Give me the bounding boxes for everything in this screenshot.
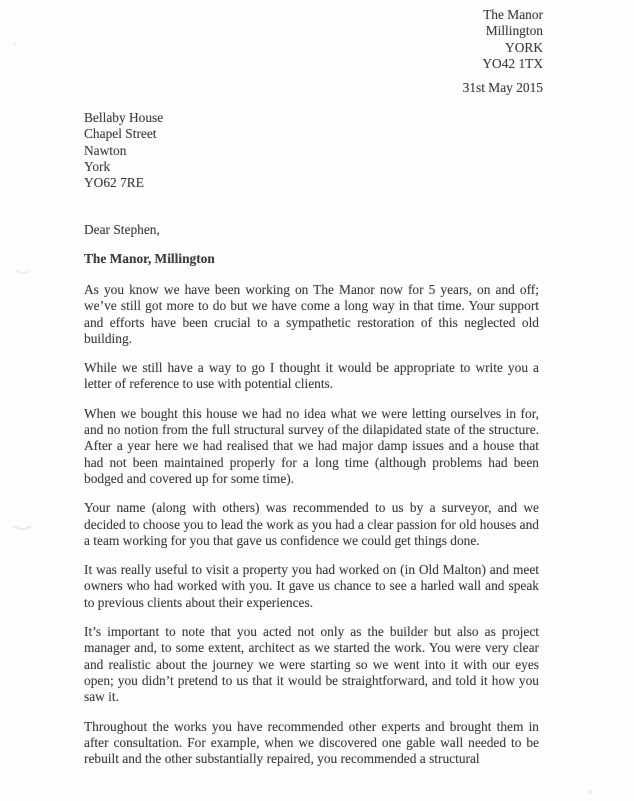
body-paragraph: While we still have a way to go I thought it would be appropriate to write you a letter of reference to use with potential clients. — [84, 360, 539, 392]
recipient-address-line: Nawton — [84, 142, 127, 158]
sender-address-line: YO42 1TX — [482, 55, 543, 71]
scan-artifact — [9, 510, 35, 530]
recipient-address-line: Bellaby House — [84, 110, 164, 125]
recipient-address-block — [84, 110, 163, 191]
scan-artifact — [14, 43, 17, 45]
body-paragraph: It’s important to note that you acted not only as the builder but also as project manager and, to some extent, architect as we started the work. You were very clear and realistic about the journey we were starting so we went into it with our eyes open; you didn’t pretend to us that it would be straightforward, and told it how you saw it. — [84, 624, 539, 705]
recipient-address-line: Chapel Street — [84, 126, 157, 142]
body-paragraph: As you know we have been working on The Manor now for 5 years, on and off; we’ve still got more to do but we have come a long way in that time. Your support and efforts have been crucial to a sympathetic restoration of this neglected old building. — [84, 282, 539, 346]
body-paragraph: Your name (along with others) was recommended to us by a surveyor, and we decided to choose you to lead the work as you had a clear passion for old houses and a team working for you that gave us confidence we could get things done. — [84, 500, 539, 548]
letter-date: 31st May 2015 — [462, 80, 543, 95]
sender-address-block — [482, 7, 543, 72]
recipient-address-line: York — [84, 158, 111, 174]
sender-address-line: YORK — [505, 39, 543, 55]
letter-body — [84, 282, 539, 780]
scan-artifact — [589, 791, 593, 793]
body-paragraph: It was really useful to visit a property you had worked on (in Old Malton) and meet owners who had worked with you. It gave us chance to see a harled wall and speak to previous clients about their experiences. — [84, 562, 539, 610]
scan-artifact — [12, 256, 34, 274]
sender-address-line: Millington — [485, 23, 543, 39]
sender-address-line: The Manor — [483, 7, 543, 22]
body-paragraph: When we bought this house we had no idea what we were letting ourselves in for, and no notion from the full structural survey of the dilapidated state of the structure. After a year here we had realised that we had major damp issues and a house that had not been maintained properly for a long time (although problems had been bodged and covered up for some time). — [84, 405, 539, 486]
salutation: Dear Stephen, — [84, 222, 160, 237]
body-paragraph: Throughout the works you have recommended other experts and brought them in after consultation. For example, when we discovered one gable wall needed to be rebuilt and the other substantially repaired, you recommended a structural — [84, 718, 539, 767]
subject-line: The Manor, Millington — [84, 251, 215, 266]
recipient-address-line: YO62 7RE — [84, 175, 144, 191]
